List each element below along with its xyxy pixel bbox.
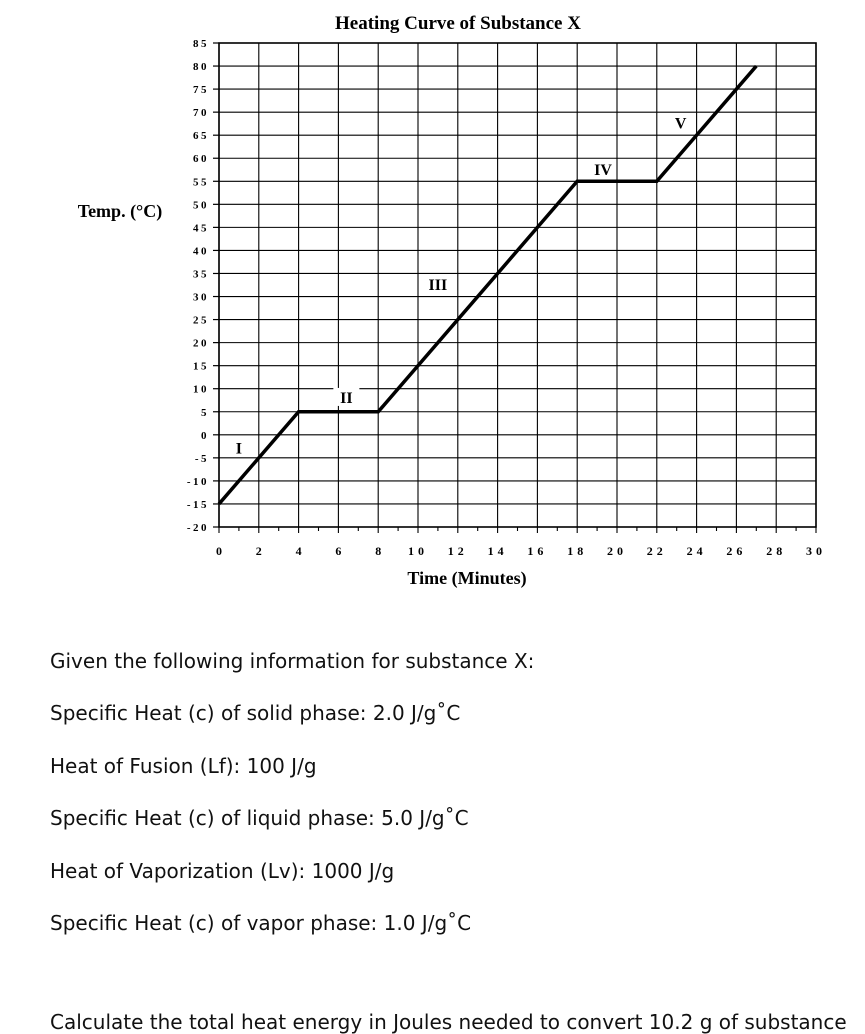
x-tick-label: 2 xyxy=(255,544,262,558)
y-tick-label: 85 xyxy=(193,38,209,50)
phase-label-text: III xyxy=(428,277,448,294)
x-tick-label: 20 xyxy=(607,544,627,558)
x-tick-label: 8 xyxy=(375,544,382,558)
y-tick-label: 55 xyxy=(193,176,209,189)
tick-labels xyxy=(187,38,826,558)
y-tick-label: 20 xyxy=(193,337,209,350)
phase-label-text: I xyxy=(235,440,243,458)
y-tick-label: 60 xyxy=(193,153,209,166)
info-line: Heat of Fusion (Lf): 100 J/g xyxy=(50,753,317,778)
info-line: Specific Heat (c) of vapor phase: 1.0 J/g˚C xyxy=(50,910,472,935)
chart-title: Heating Curve of Substance X xyxy=(335,13,581,34)
y-tick-label: -10 xyxy=(186,475,209,488)
y-axis-label: Temp. (°C) xyxy=(77,201,163,221)
x-tick-label: 28 xyxy=(766,544,787,558)
phase-label xyxy=(230,439,247,458)
phase-label xyxy=(420,275,455,294)
y-tick-label: 70 xyxy=(193,107,209,120)
x-tick-label: 10 xyxy=(408,544,428,558)
y-tick-label: -5 xyxy=(194,452,209,465)
y-tick-label: 15 xyxy=(193,360,209,373)
x-tick-label: 26 xyxy=(726,544,747,558)
substance-info xyxy=(50,645,850,959)
y-tick-label: 80 xyxy=(193,61,209,74)
x-tick-label: 0 xyxy=(216,544,222,558)
info-heading: Given the following information for substance X: xyxy=(50,649,535,673)
phase-label xyxy=(672,114,689,133)
x-tick-label: 6 xyxy=(335,544,342,558)
y-tick-label: 10 xyxy=(193,383,209,396)
phase-label xyxy=(333,388,359,407)
y-tick-label: 45 xyxy=(193,222,209,235)
phase-label-text: IV xyxy=(594,161,612,179)
chart-grid xyxy=(219,43,816,527)
x-tick-label: 24 xyxy=(686,544,707,558)
y-tick-label: 65 xyxy=(193,130,209,143)
x-tick-label: 12 xyxy=(447,544,468,558)
x-tick-label: 18 xyxy=(567,544,588,558)
question-text: Calculate the total heat energy in Joules needed to convert 10.2 g of substance xyxy=(50,1010,847,1034)
y-tick-label: 0 xyxy=(201,429,209,442)
phase-label-text: V xyxy=(674,115,687,133)
y-tick-label: 50 xyxy=(193,199,209,212)
plot-frame xyxy=(219,43,816,527)
y-tick-label: 75 xyxy=(193,84,209,97)
info-line: Heat of Vaporization (Lv): 1000 J/g xyxy=(50,858,395,883)
x-axis-label: Time (Minutes) xyxy=(407,568,527,588)
x-tick-label: 4 xyxy=(295,544,302,558)
x-tick-label: 30 xyxy=(806,544,826,558)
y-tick-label: 30 xyxy=(193,291,209,304)
info-line: Specific Heat (c) of solid phase: 2.0 J/g˚C xyxy=(50,701,461,726)
y-tick-label: 40 xyxy=(193,245,209,258)
x-tick-label: 22 xyxy=(646,544,667,558)
y-tick-label: -15 xyxy=(186,498,209,511)
y-tick-label: -20 xyxy=(186,522,209,534)
chart-axes xyxy=(213,43,816,533)
y-tick-label: 25 xyxy=(193,314,209,327)
phase-label-text: II xyxy=(340,389,353,407)
phase-label xyxy=(590,160,616,179)
x-tick-label: 16 xyxy=(527,544,548,558)
phase-annotations xyxy=(230,114,689,458)
y-tick-label: 35 xyxy=(193,268,209,281)
info-line: Specific Heat (c) of liquid phase: 5.0 J/g˚C xyxy=(50,806,469,831)
x-tick-label: 14 xyxy=(487,544,508,558)
y-tick-label: 5 xyxy=(201,406,209,419)
